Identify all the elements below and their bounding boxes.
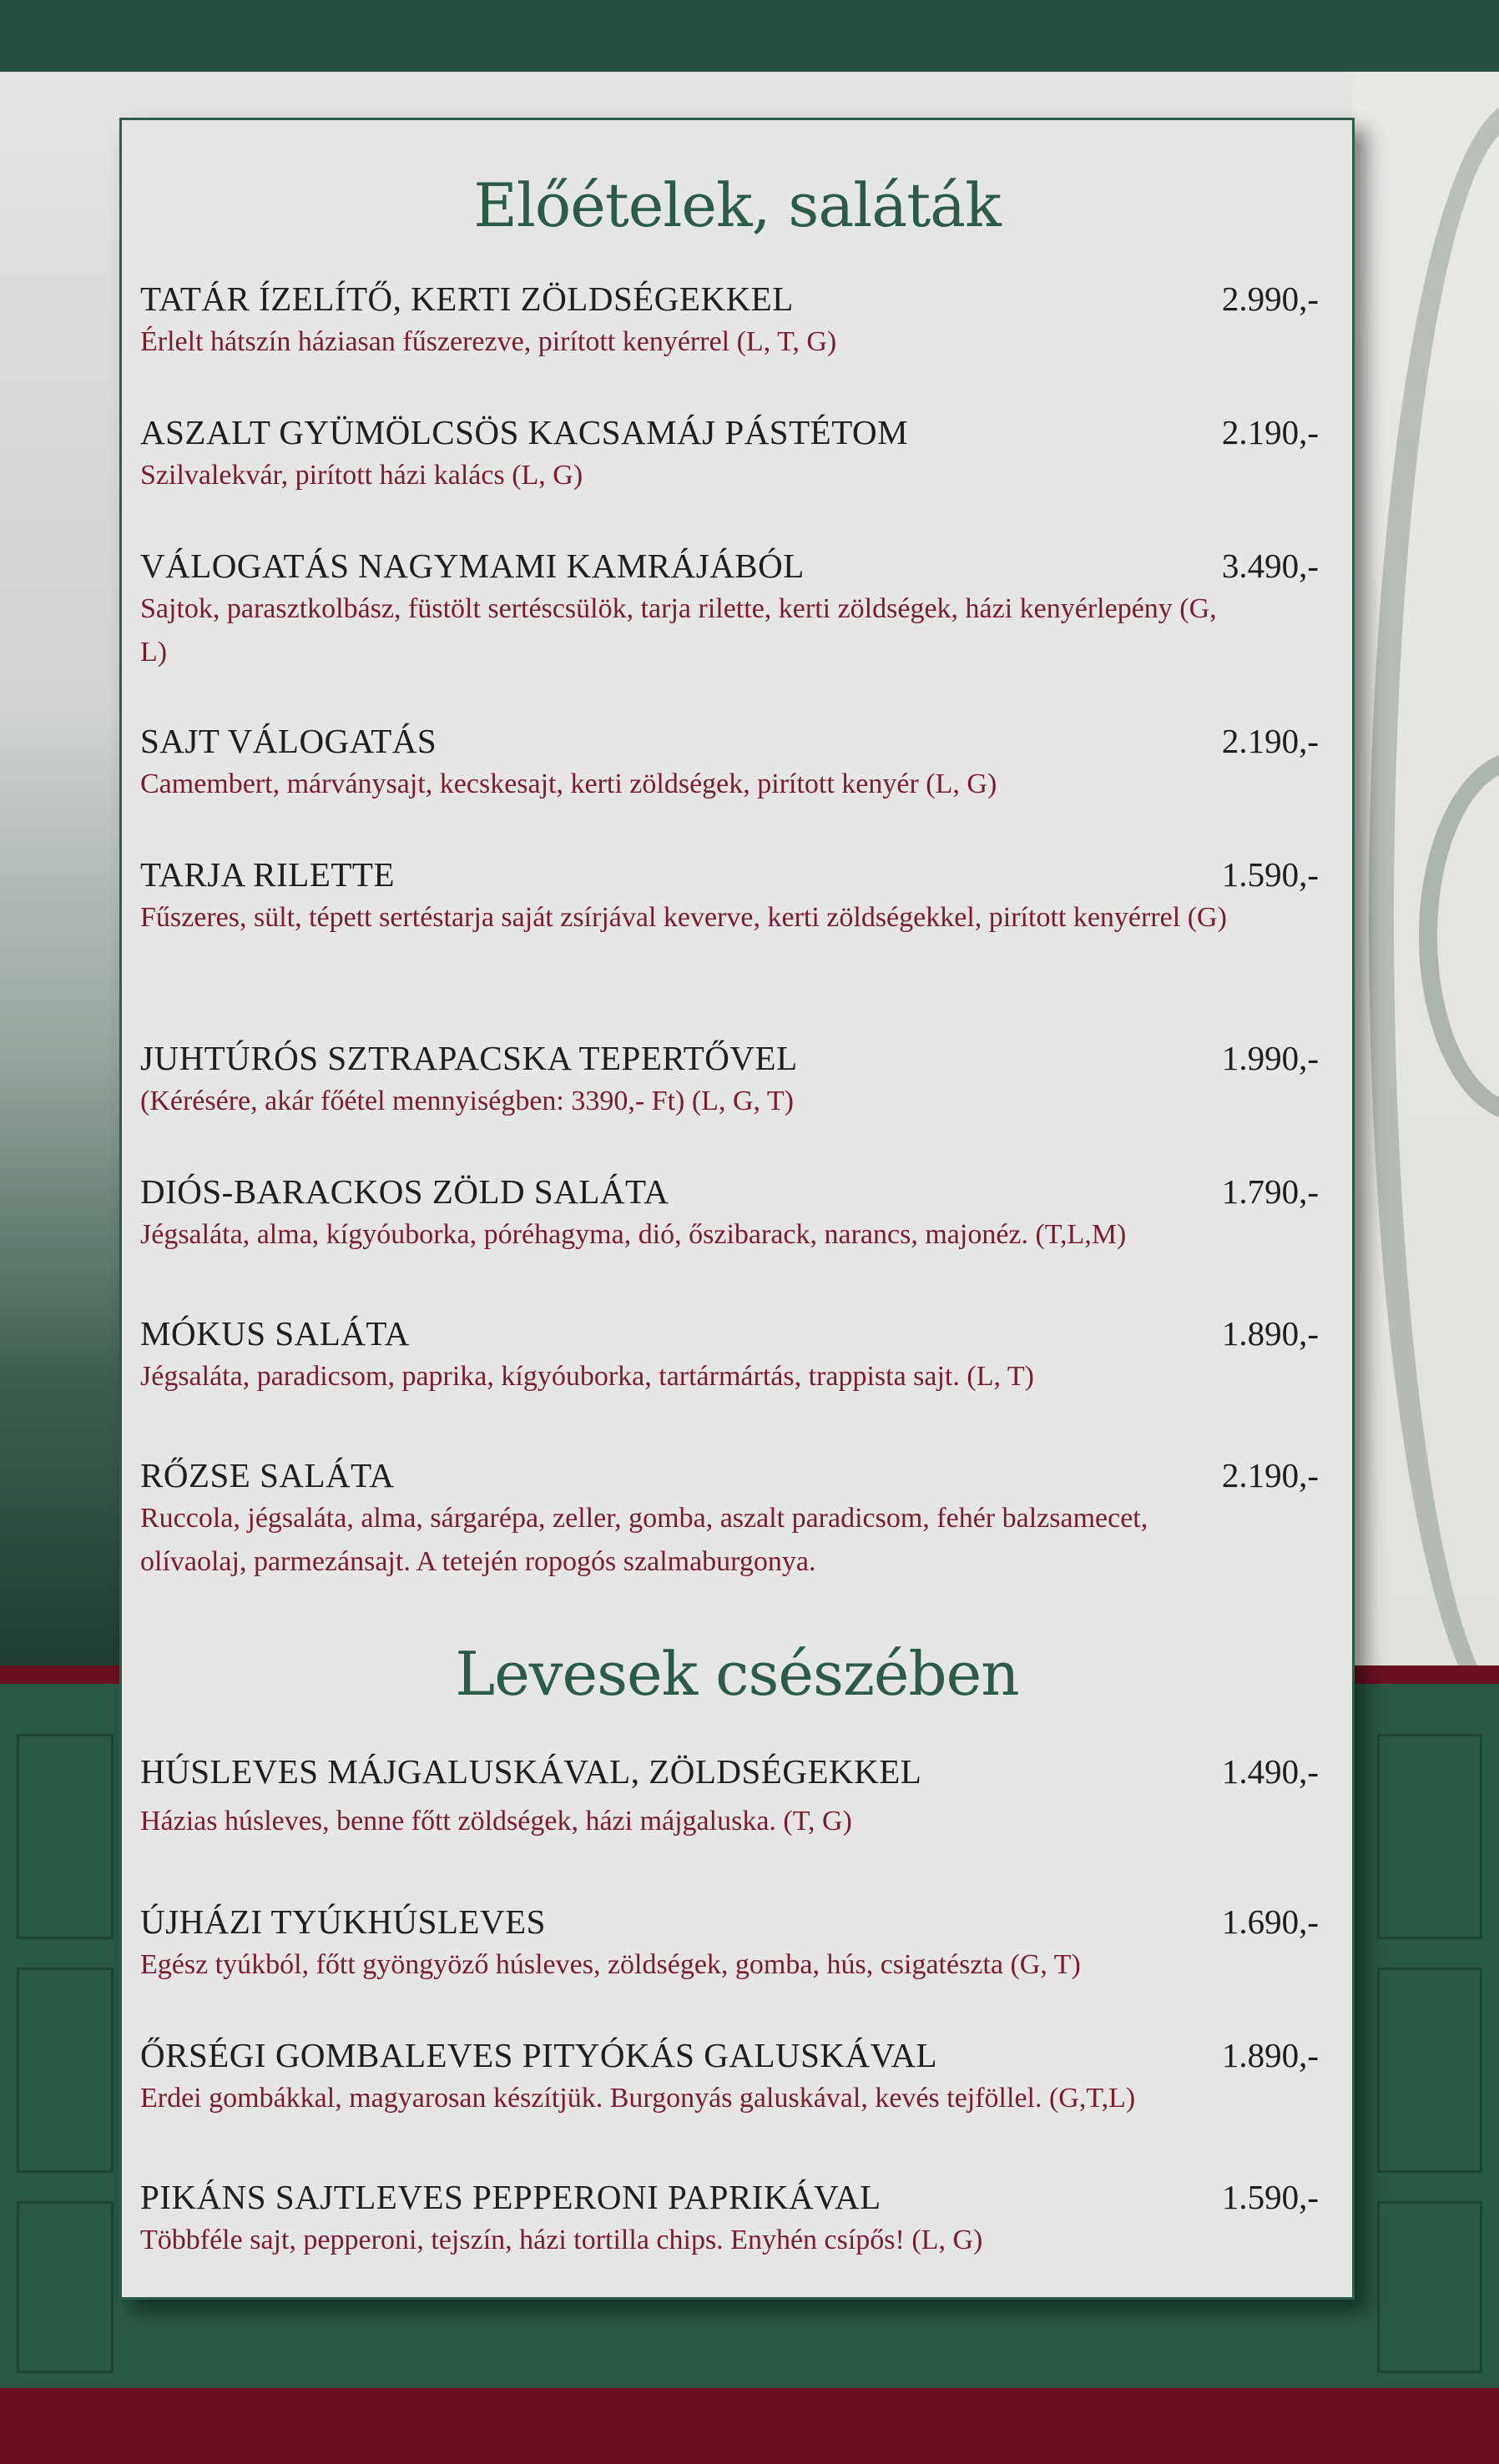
item-name: ASZALT GYÜMÖLCSÖS KACSAMÁJ PÁSTÉTOM: [140, 413, 909, 451]
item-price: 3.490,-: [1221, 547, 1319, 585]
top-band: [0, 0, 1499, 72]
menu-card: [119, 118, 1355, 2300]
wall-panel: [17, 1968, 114, 2173]
item-price: 1.690,-: [1221, 1902, 1319, 1941]
item-name: HÚSLEVES MÁJGALUSKÁVAL, ZÖLDSÉGEKKEL: [140, 1752, 922, 1791]
item-name: JUHTÚRÓS SZTRAPACSKA TEPERTŐVEL: [140, 1039, 798, 1077]
item-description: Jégsaláta, paradicsom, paprika, kígyóuborka, tartármártás, trappista sajt. (L, T): [140, 1361, 1034, 1392]
item-price: 2.990,-: [1221, 280, 1319, 318]
item-description: Jégsaláta, alma, kígyóuborka, póréhagyma, dió, őszibarack, narancs, majonéz. (T,L,M): [140, 1219, 1127, 1250]
item-price: 1.490,-: [1221, 1752, 1319, 1791]
item-description: Camembert, márványsajt, kecskesajt, kerti zöldségek, pirított kenyér (L, G): [140, 768, 997, 799]
item-description: Egész tyúkból, főtt gyöngyöző húsleves, zöldségek, gomba, hús, csigatészta (G, T): [140, 1949, 1081, 1980]
wall-panel: [1377, 1734, 1482, 1939]
item-price: 1.990,-: [1221, 1039, 1319, 1077]
section-title-appetizers: Előételek, saláták: [473, 170, 1001, 240]
wall-panel: [1377, 1968, 1482, 2173]
item-description: Sajtok, parasztkolbász, füstölt sertéscsülök, tarja rilette, kerti zöldségek, házi kenyérlepény (G, L): [140, 593, 1217, 668]
item-price: 2.190,-: [1221, 722, 1319, 760]
section-title-soups: Levesek csészében: [455, 1639, 1019, 1709]
item-price: 1.790,-: [1221, 1172, 1319, 1211]
item-price: 1.890,-: [1221, 1314, 1319, 1353]
item-description: Ruccola, jégsaláta, alma, sárgarépa, zeller, gomba, aszalt paradicsom, fehér balzsamecet, olívaolaj, parmezánsajt. A tetején ropogós szalmaburgonya.: [140, 1503, 1148, 1577]
item-description: Fűszeres, sült, tépett sertéstarja saját zsírjával keverve, kerti zöldségekkel, pirított kenyérrel (G): [140, 902, 1227, 933]
item-description: Érlelt hátszín háziasan fűszerezve, pirított kenyérrel (L, T, G): [140, 326, 837, 357]
item-description: (Kérésére, akár főétel mennyiségben: 3390,- Ft) (L, G, T): [140, 1086, 794, 1116]
wall-panel: [1377, 2201, 1482, 2373]
item-price: 1.590,-: [1221, 2178, 1319, 2216]
item-price: 2.190,-: [1221, 1456, 1319, 1494]
item-price: 2.190,-: [1221, 413, 1319, 451]
bottom-band: [0, 2388, 1499, 2464]
item-description: Többféle sajt, pepperoni, tejszín, házi tortilla chips. Enyhén csípős! (L, G): [140, 2225, 983, 2255]
wall-panel: [17, 2201, 114, 2373]
item-name: ÚJHÁZI TYÚKHÚSLEVES: [140, 1902, 546, 1941]
item-name: ŐRSÉGI GOMBALEVES PITYÓKÁS GALUSKÁVAL: [140, 2036, 938, 2074]
item-name: VÁLOGATÁS NAGYMAMI KAMRÁJÁBÓL: [140, 547, 805, 585]
item-name: RŐZSE SALÁTA: [140, 1456, 395, 1494]
item-description: Szilvalekvár, pirított házi kalács (L, G): [140, 460, 583, 491]
wall-panel: [17, 1734, 114, 1939]
item-name: PIKÁNS SAJTLEVES PEPPERONI PAPRIKÁVAL: [140, 2178, 881, 2216]
item-name: TATÁR ÍZELÍTŐ, KERTI ZÖLDSÉGEKKEL: [140, 280, 794, 318]
item-name: DIÓS-BARACKOS ZÖLD SALÁTA: [140, 1172, 669, 1211]
item-name: SAJT VÁLOGATÁS: [140, 722, 437, 760]
item-description: Erdei gombákkal, magyarosan készítjük. Burgonyás galuskával, kevés tejföllel. (G,T,L): [140, 2083, 1136, 2114]
item-description: Házias húsleves, benne főtt zöldségek, házi májgaluska. (T, G): [140, 1806, 852, 1837]
item-name: TARJA RILETTE: [140, 855, 395, 894]
item-name: MÓKUS SALÁTA: [140, 1314, 410, 1353]
item-price: 1.890,-: [1221, 2036, 1319, 2074]
item-price: 1.590,-: [1221, 855, 1319, 894]
